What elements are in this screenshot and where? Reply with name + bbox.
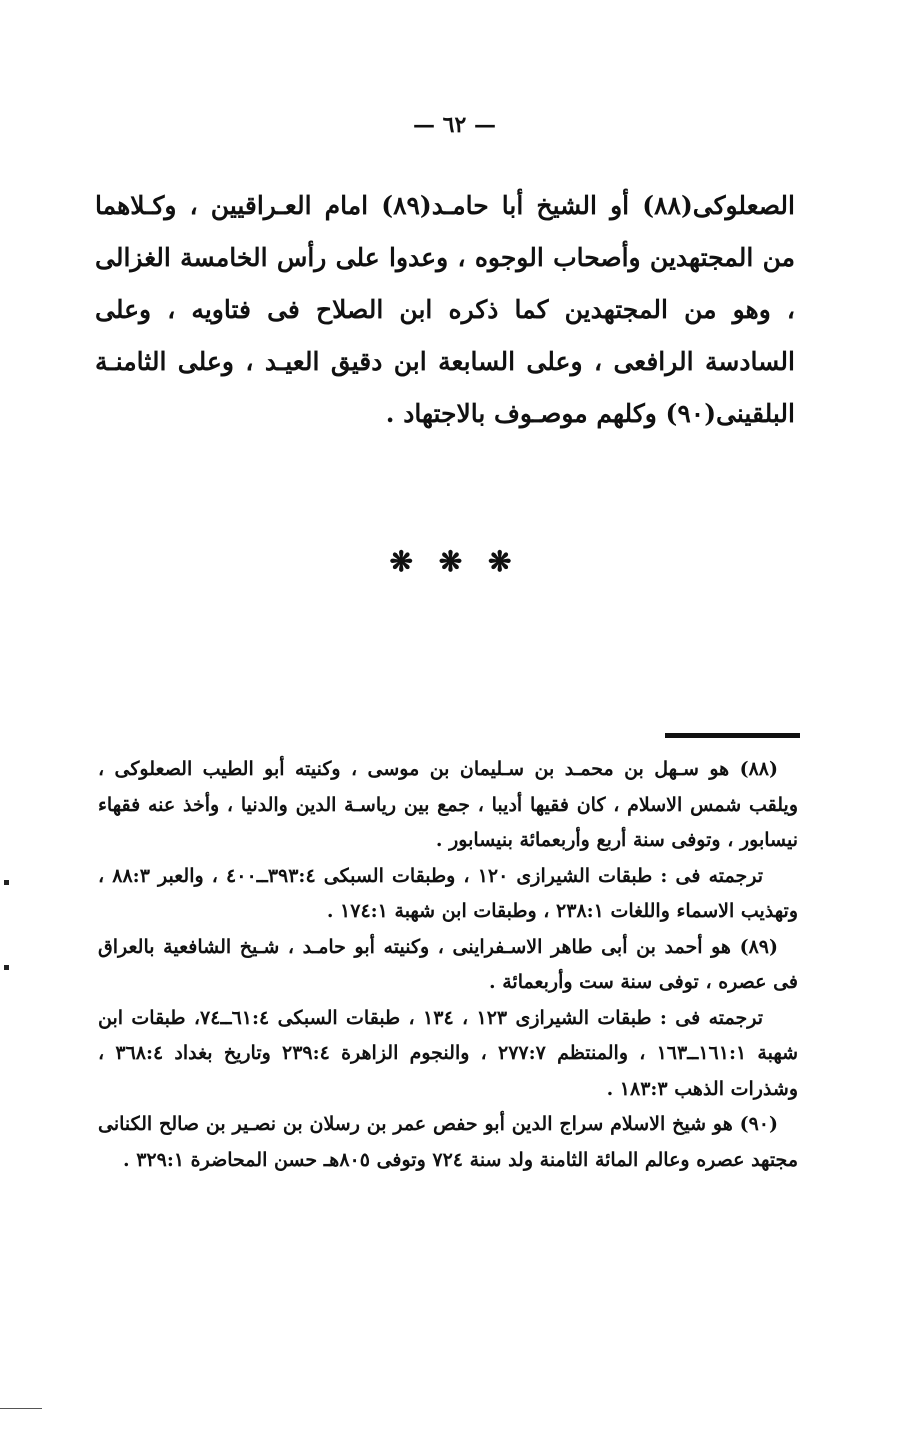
footnote-90: (٩٠) هو شيخ الاسلام سراج الدين أبو حفص عمر بن رسلان بن نصـير بن صالح الكنانى مجتهد عصره وعالم المائة الثامنة ولد سنة ٧٢٤ وتوفى ٨٠٥هـ حسن المحاضرة ٣٢٩:١ . xyxy=(98,1113,798,1171)
footnote-88: (٨٨) هو سـهل بن محمـد بن سـليمان بن موسى ، وكنيته أبو الطيب الصعلوكى ، ويلقب شمس الاسلام ، كان فقيها أديبا ، جمع بين رياسـة الدين والدنيا ، وأخذ عنه فقهاء نيسابور ، وتوفى سنة أربع وأربعمائة بنيسابور . xyxy=(98,758,798,851)
main-paragraph: الصعلوكى(٨٨) أو الشيخ أبا حامـد(٨٩) امام العـراقيين ، وكـلاهما من المجتهدين وأصحاب الوجوه ، وعدوا على رأس الخامسة الغزالى ، وهو من المجتهدين كما ذكره ابن الصلاح فى فتاويه ، وعلى السادسة الرافعى ، وعلى السابعة ابن دقيق العيـد ، وعلى الثامنـة البلقينى(٩٠) وكلهم موصـوف بالاجتهاد . xyxy=(95,191,795,428)
footnote-divider xyxy=(665,733,800,738)
section-separator: ❋ ❋ ❋ xyxy=(389,545,520,578)
scan-edge-line xyxy=(0,1408,42,1409)
scan-mark xyxy=(4,880,9,885)
footnote-89-sources: ترجمته فى : طبقات الشيرازى ١٢٣ ، ١٣٤ ، طبقات السبكى ٦١:٤ــ٧٤، طبقات ابن شهبة ١٦١:١ــ١٦٣ ، والمنتظم ٢٧٧:٧ ، والنجوم الزاهرة ٢٣٩:٤ وتاريخ بغداد ٣٦٨:٤ ، وشذرات الذهب ١٨٣:٣ . xyxy=(98,1006,799,1100)
page-number: — ٦٢ — xyxy=(413,112,496,138)
footnote-89: (٨٩) هو أحمد بن أبى طاهر الاسـفراينى ، وكنيته أبو حامـد ، شـيخ الشافعية بالعراق فى عصره ، توفى سنة ست وأربعمائة . xyxy=(98,935,798,993)
main-text-block xyxy=(95,180,795,440)
footnotes-block xyxy=(98,752,798,1178)
scan-mark xyxy=(4,965,9,970)
footnote-88-sources: ترجمته فى : طبقات الشيرازى ١٢٠ ، وطبقات السبكى ٣٩٣:٤ــ٤٠٠ ، والعبر ٨٨:٣ ، وتهذيب الاسماء واللغات ٢٣٨:١ ، وطبقات ابن شهبة ١٧٤:١ . xyxy=(98,864,798,922)
